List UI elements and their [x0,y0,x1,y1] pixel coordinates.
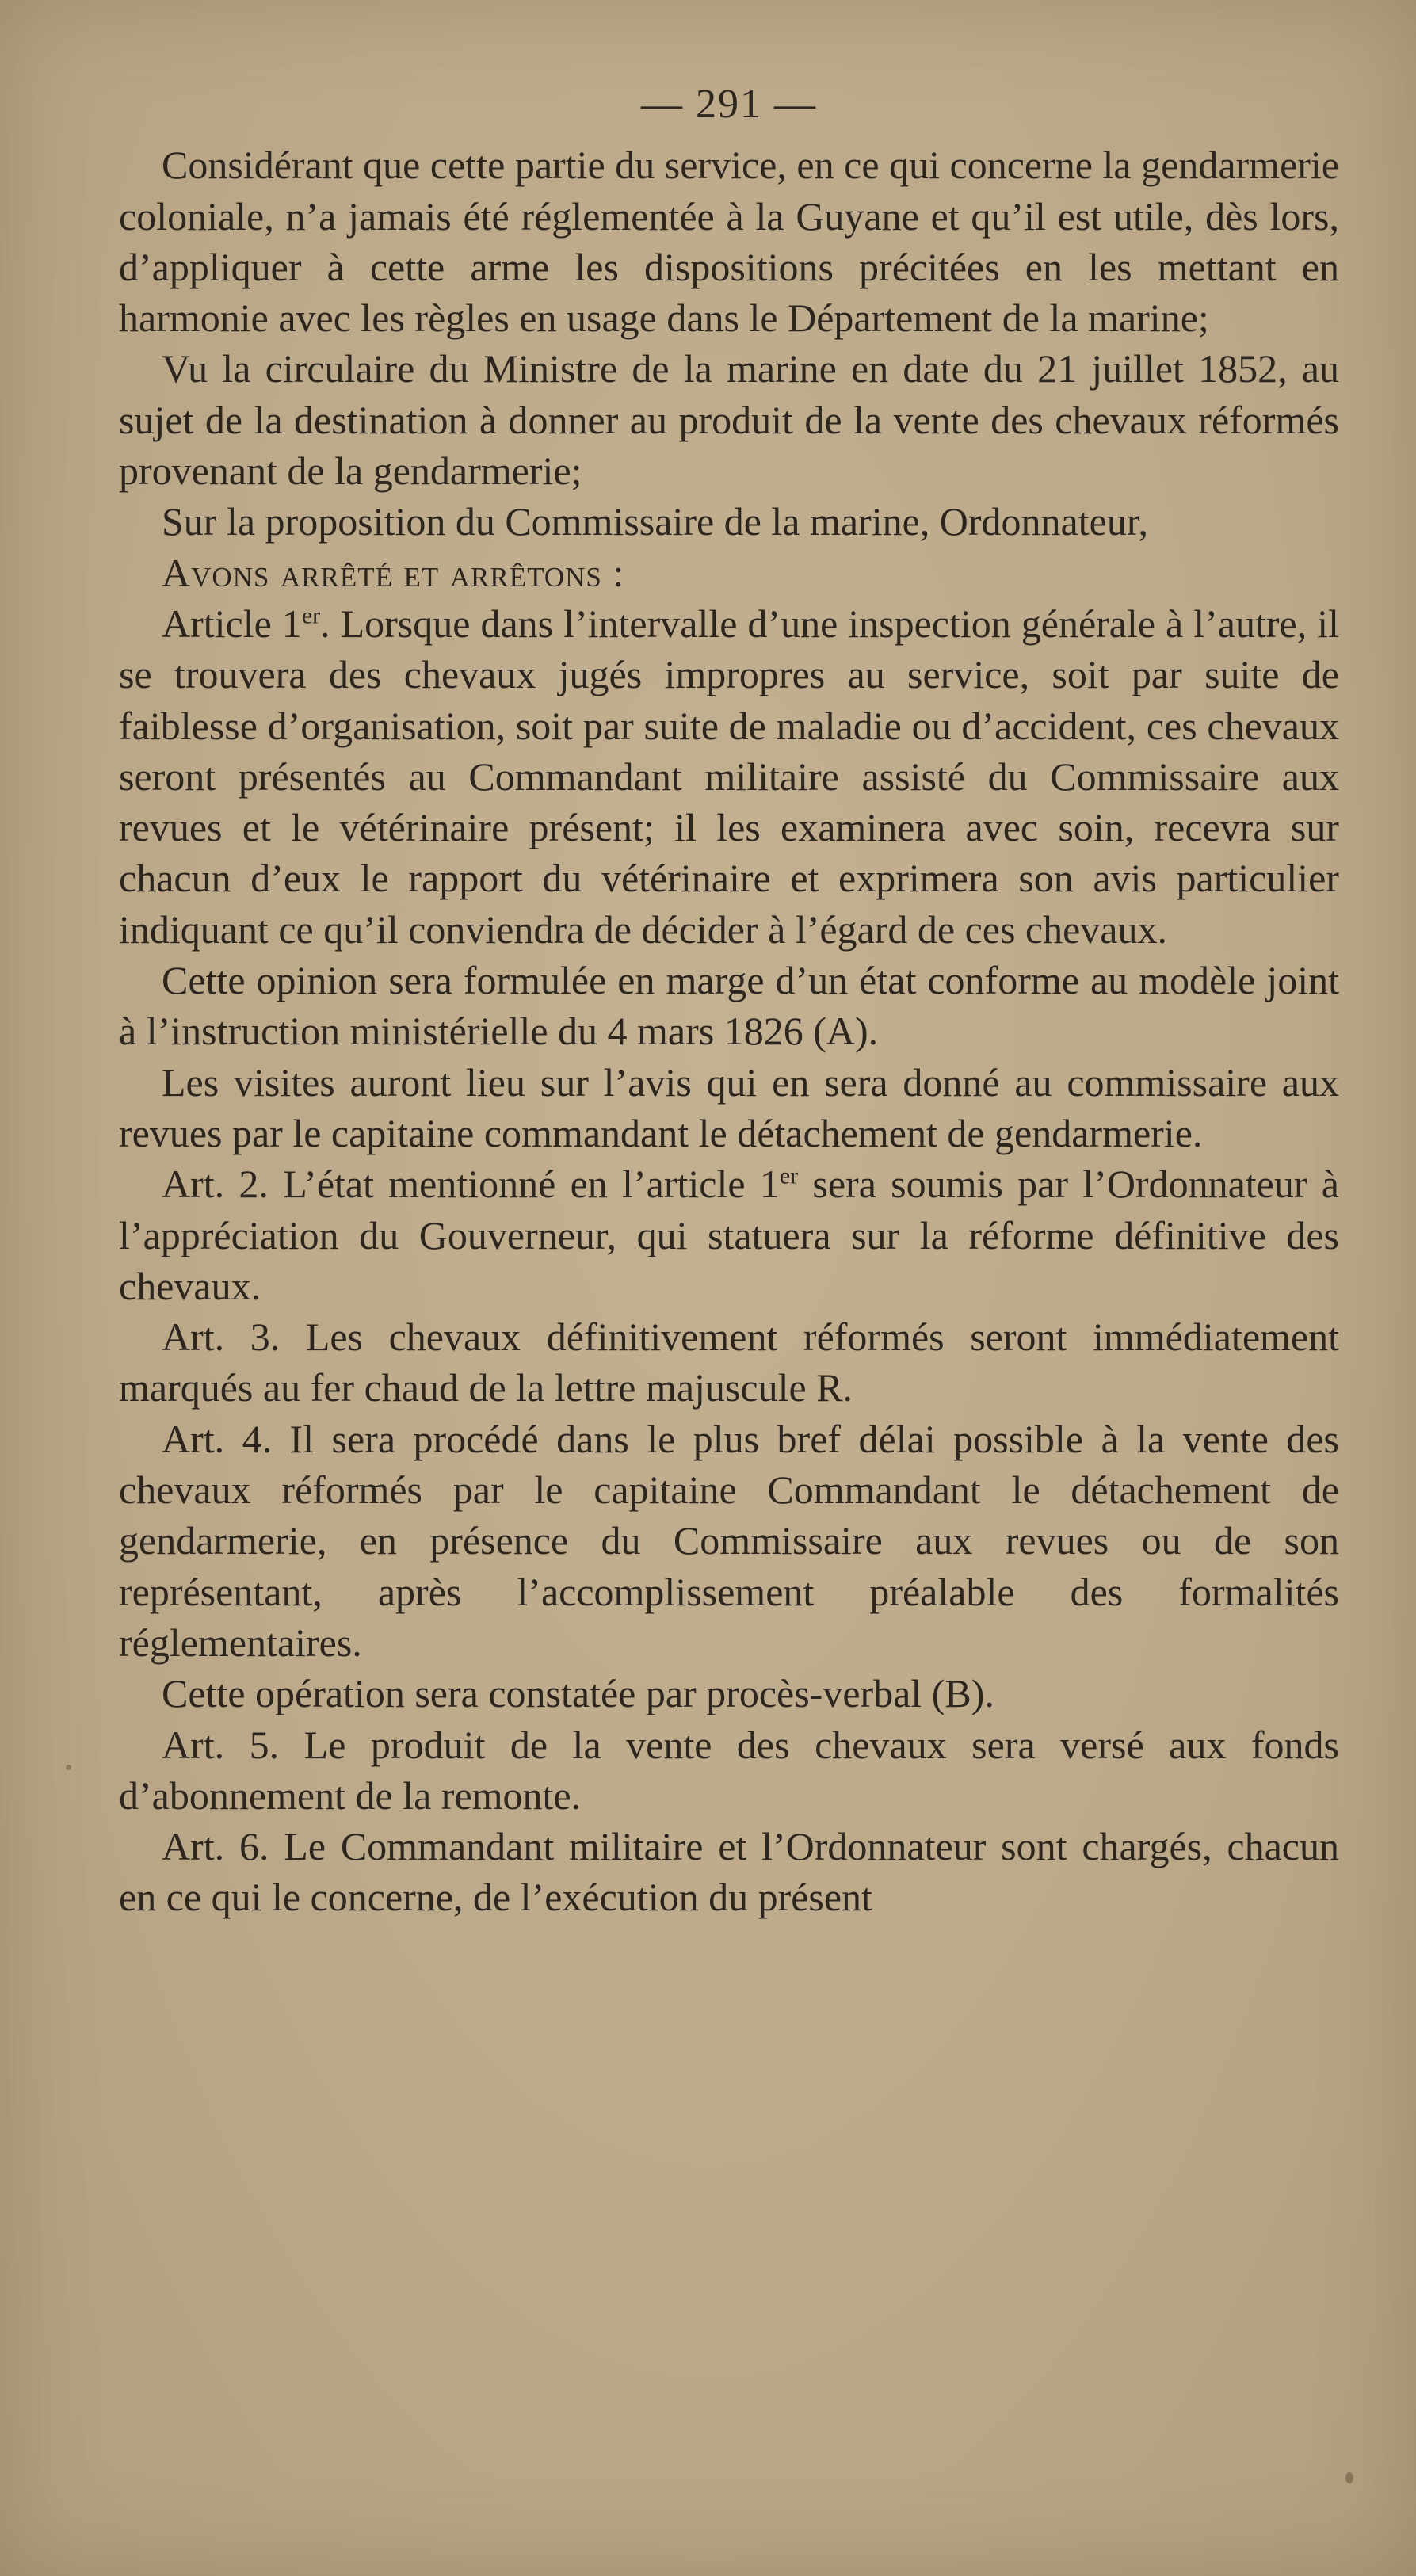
paragraph-text: Sur la proposition du Commissaire de la marine, Ordonnateur, [162,499,1148,544]
paragraph-visites [119,1057,1339,1159]
paragraph-text: Les visites auront lieu sur l’avis qui en sera donné au commissaire aux revues par le capitaine commandant le détachement de gendarmerie. [119,1059,1339,1155]
article-lead: Article 1 [162,601,302,646]
paragraph-vu-circulaire [119,343,1339,496]
document-body [119,79,1339,1923]
paragraph-opinion [119,955,1339,1057]
paragraph-article-2 [119,1158,1339,1311]
paper-speck [1345,2472,1353,2483]
page-number: — 291 — [641,82,817,127]
paragraph-text: Art. 5. Le produit de la vente des chevaux sera versé aux fonds d’abonnement de la remonte. [119,1722,1339,1818]
paragraph-text: . Lorsque dans l’intervalle d’une inspection générale à l’autre, il se trouvera des chevaux jugés impropres au service, soit par suite de faiblesse d’organisation, soit par suite de maladie ou d’accident, ces chevaux seront présentés au Commandant militaire assisté du Commissaire aux revues et le vétérinaire présent; il les examinera avec soin, recevra sur chacun d’eux le rapport du vétérinaire et exprimera son avis particulier indiquant ce qu’il conviendra de décider à l’égard de ces chevaux. [119,601,1339,952]
paragraph-article-1 [119,598,1339,955]
paragraph-article-6 [119,1821,1339,1923]
article-lead: Art. 2. L’état mentionné en l’article 1 [162,1162,780,1207]
paragraph-text: Considérant que cette partie du service, en ce qui concerne la gendarmerie coloniale, n’a jamais été réglementée à la Guyane et qu’il est utile, dès lors, d’appliquer à cette arme les dispositions précitées en les mettant en harmonie avec les règles en usage dans le Département de la marine; [119,143,1339,341]
paragraph-text: Art. 6. Le Commandant militaire et l’Ordonnateur sont chargés, chacun en ce qui le concerne, de l’exécution du présent [119,1824,1339,1920]
paragraph-text: Art. 4. Il sera procédé dans le plus bref délai possible à la vente des chevaux réformés par le capitaine Commandant le détachement de gendarmerie, en présence du Commissaire aux revues ou de son représentant, après l’accomplissement préalable des formalités réglementaires. [119,1416,1339,1665]
paragraph-text: Avons arrêté et arrêtons : [162,550,625,595]
paragraph-proposition [119,496,1339,547]
paragraph-avons-arrete [119,548,1339,598]
paragraph-considerant [119,139,1339,343]
paragraph-text: Vu la circulaire du Ministre de la marine en date du 21 juillet 1852, au sujet de la destination à donner au produit de la vente des chevaux réformés provenant de la gendarmerie; [119,346,1339,494]
paper-speck [66,1765,71,1770]
paragraph-text: sera soumis par l’Ordonnateur à l’appréciation du Gouverneur, qui statuera sur la réforme définitive des chevaux. [119,1162,1339,1308]
paragraph-proces-verbal [119,1668,1339,1719]
paragraph-article-5 [119,1719,1339,1822]
ordinal-superscript: er [301,602,321,629]
paragraph-text: Art. 3. Les chevaux définitivement réformés seront immédiatement marqués au fer chaud de la lettre majuscule R. [119,1315,1339,1410]
paragraph-text: Cette opinion sera formulée en marge d’un état conforme au modèle joint à l’instruction ministérielle du 4 mars 1826 (A). [119,958,1339,1054]
paragraph-text: Cette opération sera constatée par procès-verbal (B). [162,1671,994,1716]
paragraph-article-4 [119,1414,1339,1668]
ordinal-superscript: er [779,1162,799,1189]
paragraph-article-3 [119,1311,1339,1414]
